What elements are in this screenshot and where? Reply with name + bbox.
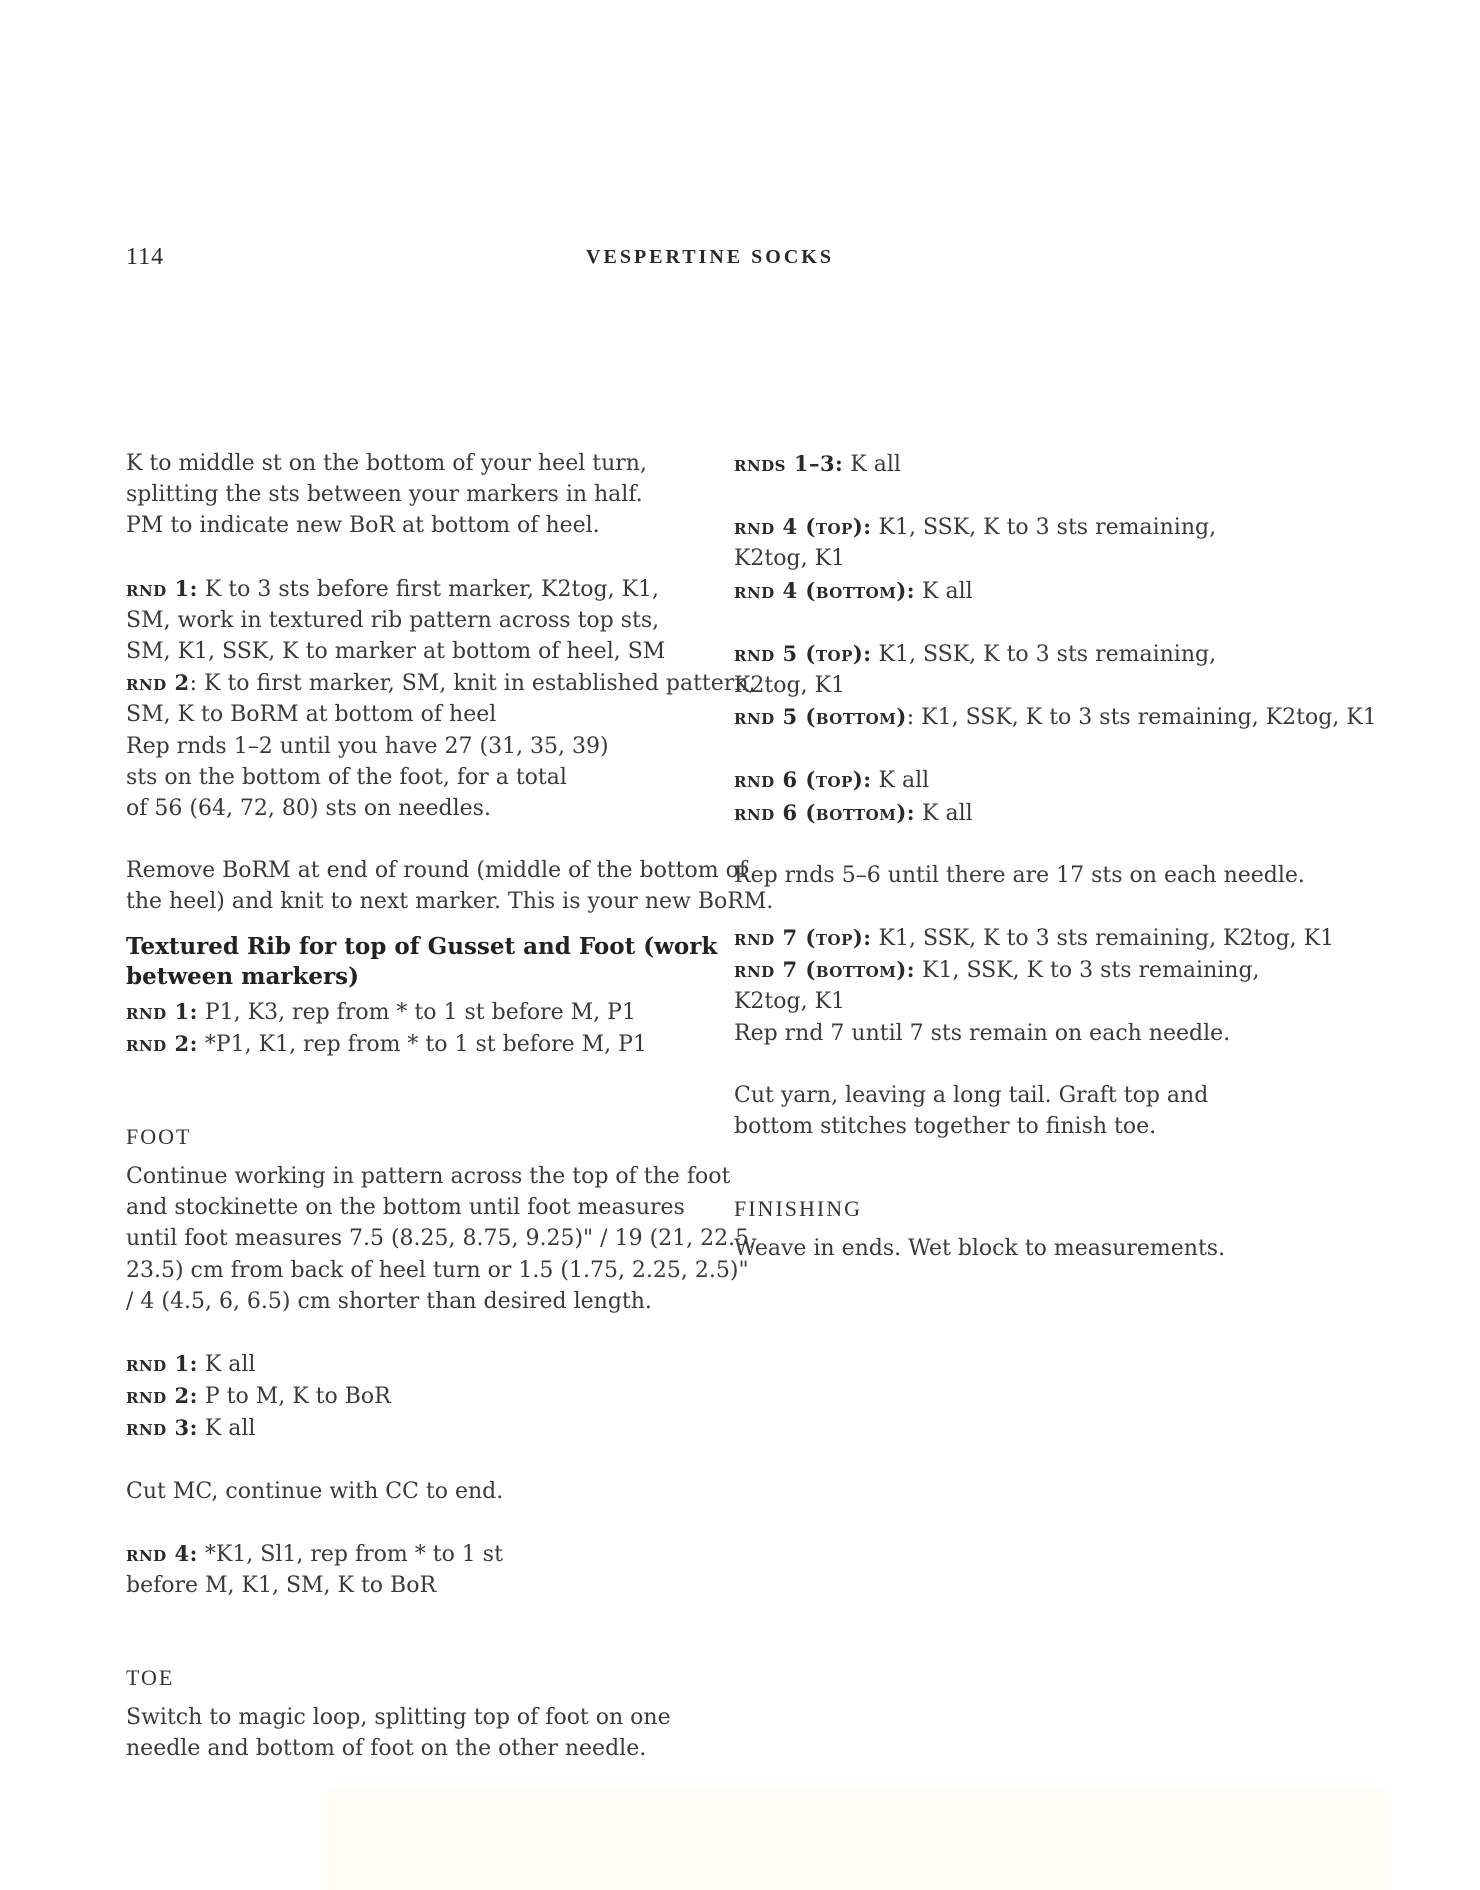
cut-mc-paragraph [126,1476,706,1507]
foot-rounds [126,1348,706,1445]
left-column [126,448,774,1765]
instruction-line [126,996,706,1028]
round-label: rnds 1–3: [734,451,844,476]
instruction-line: K2tog, K1 [734,673,846,699]
intro-paragraph [126,448,706,542]
remove-borm-paragraph [126,855,774,917]
round-label: rnd 1: [126,1351,198,1377]
heading-line: between markers) [126,962,360,990]
text-line: 23.5) cm from back of heel turn or 1.5 (1.75, 2.25, 2.5)" [126,1257,749,1283]
instruction-text: *K1, Sl1, rep from * to 1 st [197,1541,503,1567]
text-line: Cut yarn, leaving a long tail. Graft top and [734,1082,1209,1108]
textured-rib-heading [126,932,718,992]
instruction-line: K2tog, K1 [734,546,846,572]
text-line: and stockinette on the bottom until foot measures [126,1195,685,1221]
instruction-line: before M, K1, SM, K to BoR [126,1573,437,1599]
instruction-text: K all [915,800,973,826]
round-label: rnd 7 (bottom): [734,957,916,983]
gusset-instructions [126,573,756,825]
instruction-line: Rep rnds 1–2 until you have 27 (31, 35, 39) [126,733,609,759]
instruction-line [126,1538,706,1570]
round-4-decrease [734,511,1424,607]
rounds-1-3 [734,448,1424,480]
instruction-line: of 56 (64, 72, 80) sts on needles. [126,796,491,822]
instruction-line [734,954,1424,986]
instruction-line [126,1028,706,1060]
instruction-text: P1, K3, rep from * to 1 st before M, P1 [197,999,636,1025]
round-5-decrease [734,638,1424,734]
text-line: splitting the sts between your markers in half. [126,482,643,508]
round-label: rnd 2 [126,670,190,696]
instruction-text: *P1, K1, rep from * to 1 st before M, P1 [197,1031,647,1057]
round-label: rnd 2: [126,1383,198,1409]
text-line: until foot measures 7.5 (8.25, 8.75, 9.25)" / 19 (21, 22.5, [126,1226,757,1252]
instruction-text: K all [197,1352,256,1378]
text-line: the heel) and knit to next marker. This is your new BoRM. [126,889,774,915]
text-line: Rep rnds 5–6 until there are 17 sts on each needle. [734,862,1305,888]
text-line: Weave in ends. Wet block to measurements. [734,1236,1226,1262]
right-column [734,448,1424,1264]
instruction-line [126,1380,706,1412]
text-line: bottom stitches together to finish toe. [734,1114,1157,1140]
toe-heading: TOE [126,1665,175,1691]
instruction-line [734,511,1424,543]
page-number: 114 [126,244,165,270]
text-line: Switch to magic loop, splitting top of foot on one [126,1705,671,1731]
textured-rib-instructions [126,996,706,1060]
instruction-line [126,667,756,699]
round-4-instructions [126,1538,706,1601]
toe-paragraph [126,1702,706,1764]
instruction-line [734,448,1424,480]
round-label: rnd 5 (top): [734,640,872,666]
instruction-text: K all [871,768,930,794]
page-tint-box [327,1790,1390,1890]
round-label: rnd 5 (bottom) [734,704,907,730]
foot-heading: FOOT [126,1124,192,1150]
instruction-text: K to 3 sts before first marker, K2tog, K1, [197,576,660,602]
repeat-5-6-paragraph [734,860,1424,891]
instruction-text: K all [843,452,901,477]
instruction-text: K all [197,1416,256,1442]
heading-line: Textured Rib for top of Gusset and Foot (work [126,932,718,960]
round-7-decrease [734,922,1424,1049]
cut-yarn-paragraph [734,1080,1424,1142]
round-label: rnd 1: [126,998,198,1024]
instruction-text: K1, SSK, K to 3 sts remaining, [915,958,1260,984]
instruction-text: K1, SSK, K to 3 sts remaining, [871,641,1217,667]
instruction-line [734,764,1424,796]
instruction-line [126,1348,706,1380]
instruction-text: K1, SSK, K to 3 sts remaining, K2tog, K1 [871,926,1335,952]
instruction-text: K all [915,578,973,604]
instruction-line: sts on the bottom of the foot, for a total [126,764,567,790]
instruction-line [734,575,1424,607]
instruction-line: SM, K1, SSK, K to marker at bottom of heel, SM [126,639,666,665]
foot-paragraph [126,1161,757,1317]
instruction-line: SM, K to BoRM at bottom of heel [126,702,497,728]
round-6 [734,764,1424,828]
running-title: VESPERTINE SOCKS [586,246,834,268]
text-line: Cut MC, continue with CC to end. [126,1478,504,1504]
instruction-text: : K1, SSK, K to 3 sts remaining, K2tog, K1 [906,705,1377,731]
instruction-text: P to M, K to BoR [197,1384,391,1410]
text-line: K to middle st on the bottom of your heel turn, [126,451,647,476]
round-label: rnd 7 (top): [734,925,872,951]
instruction-line: SM, work in textured rib pattern across top sts, [126,607,660,633]
round-label: rnd 2: [126,1030,198,1056]
instruction-line [734,701,1424,733]
round-label: rnd 4 (bottom): [734,577,916,603]
instruction-line: Rep rnd 7 until 7 sts remain on each needle. [734,1020,1231,1046]
text-line: PM to indicate new BoR at bottom of heel. [126,513,600,539]
instruction-text: K1, SSK, K to 3 sts remaining, [871,515,1217,541]
finishing-heading: FINISHING [734,1196,862,1222]
text-line: Remove BoRM at end of round (middle of the bottom of [126,858,747,884]
instruction-line [734,797,1424,829]
text-line: Continue working in pattern across the top of the foot [126,1164,731,1190]
round-label: rnd 4 (top): [734,514,872,540]
instruction-text: : K to first marker, SM, knit in established pattern, [189,671,756,697]
instruction-line [734,922,1424,954]
instruction-line: K2tog, K1 [734,989,846,1015]
round-label: rnd 6 (bottom): [734,799,916,825]
text-line: needle and bottom of foot on the other needle. [126,1736,647,1762]
finishing-paragraph [734,1233,1424,1264]
instruction-line [126,573,706,605]
round-label: rnd 1: [126,575,198,601]
text-line: / 4 (4.5, 6, 6.5) cm shorter than desired length. [126,1288,652,1314]
round-label: rnd 6 (top): [734,767,872,793]
round-label: rnd 4: [126,1540,198,1566]
instruction-line [126,1412,706,1444]
round-label: rnd 3: [126,1415,198,1441]
instruction-line [734,638,1424,670]
